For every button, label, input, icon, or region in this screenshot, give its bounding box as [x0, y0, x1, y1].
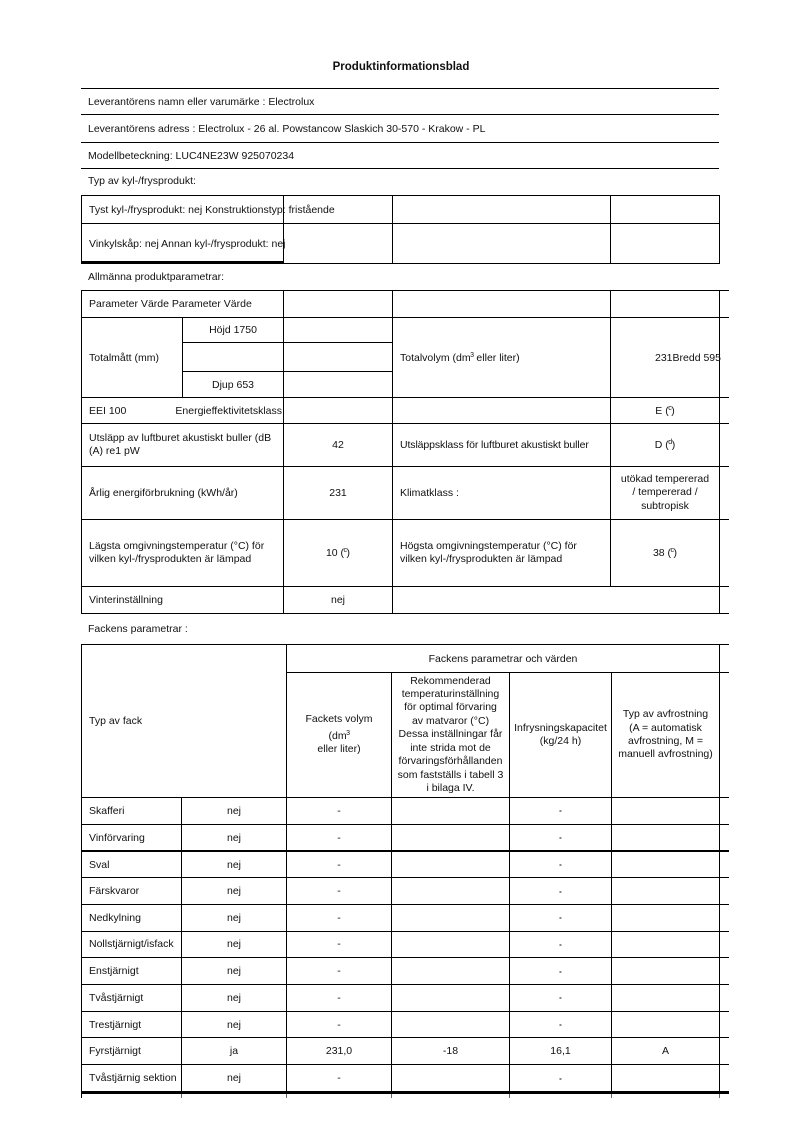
compartment-row — [82, 958, 729, 985]
compartment-freezing-capacity: - — [510, 932, 612, 959]
compartment-volume: - — [287, 932, 392, 959]
spacer-cell — [720, 932, 729, 959]
type-table-cell — [82, 224, 284, 264]
compartment-temp — [392, 798, 510, 825]
spacer-cell — [720, 825, 729, 852]
winter-setting-label: Vinterinställning — [82, 587, 284, 614]
type-section-heading: Typ av kyl-/frysprodukt: — [88, 175, 196, 187]
compartment-temp — [392, 878, 510, 905]
compartment-row — [82, 1065, 729, 1092]
footnote-c: c — [668, 404, 672, 412]
compartment-defrost — [612, 905, 720, 932]
compartment-volume: - — [287, 958, 392, 985]
compartment-present: nej — [182, 1012, 287, 1039]
compartment-temp: -18 — [392, 1038, 510, 1065]
compartment-temp — [392, 851, 510, 878]
compartment-temp — [392, 825, 510, 852]
empty-cell — [393, 291, 611, 318]
compartment-freezing-capacity: - — [510, 1065, 612, 1092]
energy-class-value: E ($^c$) — [611, 398, 720, 424]
energy-consumption-label: Årlig energiförbrukning (kWh/år) — [82, 467, 284, 520]
compartment-defrost — [612, 1065, 720, 1092]
compartment-freezing-capacity: - — [510, 985, 612, 1012]
spacer-cell — [720, 1065, 729, 1092]
compartments-heading: Fackens parametrar : — [88, 623, 188, 635]
spacer-cell — [720, 467, 729, 520]
compartment-name: Skafferi — [82, 798, 182, 825]
type-row-2-text: Vinkylskåp: nej Annan kyl-/frysprodukt: nej — [89, 237, 286, 250]
compartment-present: nej — [182, 932, 287, 959]
spacer-cell — [720, 673, 729, 798]
climate-class-value: utökad tempererad / tempererad / subtropisk — [611, 467, 720, 520]
compartment-present: nej — [182, 878, 287, 905]
hojd-cell: Höjd 1750 — [183, 318, 284, 343]
compartment-present: nej — [182, 851, 287, 878]
spacer-cell — [720, 851, 729, 878]
min-temp-value: 10 ($^c$) — [284, 520, 393, 587]
spacer-cell — [720, 958, 729, 985]
compartment-temp — [392, 1012, 510, 1039]
compartment-defrost — [612, 878, 720, 905]
type-table-cell — [611, 196, 720, 224]
spacer-cell — [720, 587, 729, 614]
eei-cell — [82, 398, 284, 424]
type-table-cell — [611, 224, 720, 264]
min-temp-label: Lägsta omgivningstemperatur (°C) för vilken kyl-/frysprodukten är lämpad — [82, 520, 284, 587]
compartment-present: ja — [182, 1038, 287, 1065]
empty-cell — [284, 343, 393, 372]
compartments-table-body — [82, 798, 729, 1092]
compartment-defrost — [612, 958, 720, 985]
superscript-3: 3 — [346, 729, 350, 737]
model-row: Modellbeteckning: LUC4NE23W 925070234 — [81, 142, 719, 169]
compartment-defrost — [612, 825, 720, 852]
compartment-present: nej — [182, 985, 287, 1012]
compartment-present: nej — [182, 825, 287, 852]
spacer-cell — [720, 878, 729, 905]
spacer-cell — [720, 1038, 729, 1065]
empty-cell — [393, 587, 720, 614]
compartment-name: Enstjärnigt — [82, 958, 182, 985]
eei-value-text: EEI 100 — [89, 404, 127, 417]
compartment-name: Vinförvaring — [82, 825, 182, 852]
compartment-volume: - — [287, 905, 392, 932]
compartment-present: nej — [182, 905, 287, 932]
typ-av-fack-header: Typ av fack — [82, 645, 287, 798]
djup-cell: Djup 653 — [183, 372, 284, 398]
compartments-table — [81, 644, 729, 1098]
type-row-1-text: Tyst kyl-/frysprodukt: nej Konstruktionstyp: fristående — [89, 203, 335, 216]
compartment-temp — [392, 1065, 510, 1092]
compartment-defrost — [612, 798, 720, 825]
defrost-type-header: Typ av avfrostning (A = automatisk avfrostning, M = manuell avfrostning) — [612, 673, 720, 798]
compartment-name: Sval — [82, 851, 182, 878]
compartment-defrost — [612, 932, 720, 959]
empty-cell — [284, 291, 393, 318]
compartment-row — [82, 932, 729, 959]
compartment-temp — [392, 958, 510, 985]
compartment-name: Nedkylning — [82, 905, 182, 932]
totalmatt-label: Totalmått (mm) — [82, 318, 183, 398]
compartment-freezing-capacity: - — [510, 878, 612, 905]
max-temp-value: 38 ($^c$) — [611, 520, 720, 587]
compartment-defrost — [612, 1012, 720, 1039]
compartment-volume: - — [287, 1012, 392, 1039]
general-section-heading: Allmänna produktparametrar: — [88, 271, 224, 283]
compartment-name: Färskvaror — [82, 878, 182, 905]
compartment-name: Tvåstjärnig sektion — [82, 1065, 182, 1092]
freezing-capacity-header: Infrysningskapacitet (kg/24 h) — [510, 673, 612, 798]
compartment-volume: - — [287, 1065, 392, 1092]
compartment-row — [82, 985, 729, 1012]
param-header-cell: Parameter Värde Parameter Värde — [82, 291, 284, 318]
temp-column-header: Rekommenderad temperaturinställning för optimal förvaring av matvaror (°C) Dessa inställningar får inte strida mot de förvaringsförhållanden som fastställs i tabell 3 i bilaga IV. — [392, 673, 510, 798]
compartment-name: Nollstjärnigt/isfack — [82, 932, 182, 959]
noise-value: 42 — [284, 424, 393, 467]
type-table-cell — [82, 196, 335, 224]
type-table — [81, 195, 720, 264]
general-parameters-table — [81, 290, 729, 614]
compartment-freezing-capacity: - — [510, 958, 612, 985]
empty-cell — [284, 398, 393, 424]
compartment-present: nej — [182, 798, 287, 825]
compartment-volume: - — [287, 798, 392, 825]
compartment-volume: - — [287, 878, 392, 905]
winter-setting-value: nej — [284, 587, 393, 614]
totalvolym-value-cell — [611, 318, 720, 398]
type-table-cell — [284, 224, 393, 264]
spacer-cell — [720, 318, 729, 398]
compartment-name: Trestjärnigt — [82, 1012, 182, 1039]
max-temp-label: Högsta omgivningstemperatur (°C) för vilken kyl-/frysprodukten är lämpad — [393, 520, 611, 587]
superscript-3: 3 — [470, 351, 475, 359]
cut-off-next-row — [82, 1092, 729, 1098]
compartments-table-header — [82, 644, 729, 798]
spacer-cell — [720, 398, 729, 424]
noise-label: Utsläpp av luftburet akustiskt buller (dB (A) re1 pW — [82, 424, 284, 467]
volume-column-header: Fackets volym ($dm^3$ eller liter) — [287, 673, 392, 798]
footnote-c: c — [343, 547, 348, 554]
compartment-defrost — [612, 985, 720, 1012]
spacer-cell — [720, 798, 729, 825]
spacer-cell — [720, 520, 729, 587]
compartment-row — [82, 905, 729, 932]
compartment-row — [82, 825, 729, 852]
supplier-address-row: Leverantörens adress : Electrolux - 26 al. Powstancow Slaskich 30-570 - Krakow - PL — [81, 114, 719, 142]
compartment-volume: - — [287, 985, 392, 1012]
totalvolym-label-text: Totalvolym ($dm^3$ eller liter) — [400, 351, 520, 364]
empty-cell — [284, 372, 393, 398]
compartment-temp — [392, 985, 510, 1012]
compartment-temp — [392, 905, 510, 932]
compartment-volume: - — [287, 851, 392, 878]
supplier-name-row: Leverantörens namn eller varumärke : Electrolux — [81, 88, 719, 114]
spacer-cell — [720, 985, 729, 1012]
energy-class-label: Energieffektivitetsklass — [175, 404, 282, 417]
compartment-volume: - — [287, 825, 392, 852]
compartment-freezing-capacity: - — [510, 905, 612, 932]
compartment-row — [82, 1038, 729, 1065]
compartment-defrost: A — [612, 1038, 720, 1065]
totalvolym-value: 231Bredd 595 — [655, 351, 721, 364]
footnote-c: c — [670, 547, 675, 554]
empty-cell — [284, 318, 393, 343]
compartment-row — [82, 1012, 729, 1039]
compartment-row — [82, 851, 729, 878]
compartment-freezing-capacity: - — [510, 798, 612, 825]
footnote-d: d — [668, 439, 673, 446]
compartment-present: nej — [182, 958, 287, 985]
spacer-cell — [720, 1012, 729, 1039]
totalvolym-label — [393, 318, 611, 398]
spacer-cell — [720, 645, 729, 673]
spacer-cell — [720, 291, 729, 318]
type-table-cell — [393, 224, 611, 264]
compartment-volume: 231,0 — [287, 1038, 392, 1065]
empty-cell — [393, 398, 611, 424]
spacer-cell — [720, 424, 729, 467]
noise-class-value: D ($^d$) — [611, 424, 720, 467]
compartment-temp — [392, 932, 510, 959]
page-title: Produktinformationsblad — [332, 61, 470, 73]
compartment-row — [82, 798, 729, 825]
compartment-name: Tvåstjärnigt — [82, 985, 182, 1012]
compartment-freezing-capacity: 16,1 — [510, 1038, 612, 1065]
group-header: Fackens parametrar och värden — [287, 645, 720, 673]
type-table-cell — [393, 196, 611, 224]
energy-consumption-value: 231 — [284, 467, 393, 520]
noise-class-label: Utsläppsklass för luftburet akustiskt buller — [393, 424, 611, 467]
thick-border-segment — [81, 261, 284, 264]
compartment-defrost — [612, 851, 720, 878]
empty-cell — [611, 291, 720, 318]
compartment-name: Fyrstjärnigt — [82, 1038, 182, 1065]
empty-cell — [183, 343, 284, 372]
supplier-block — [81, 88, 719, 169]
compartment-freezing-capacity: - — [510, 1012, 612, 1039]
compartment-freezing-capacity: - — [510, 851, 612, 878]
spacer-cell — [720, 905, 729, 932]
climate-class-label: Klimatklass : — [393, 467, 611, 520]
compartment-freezing-capacity: - — [510, 825, 612, 852]
compartment-row — [82, 878, 729, 905]
compartment-present: nej — [182, 1065, 287, 1092]
